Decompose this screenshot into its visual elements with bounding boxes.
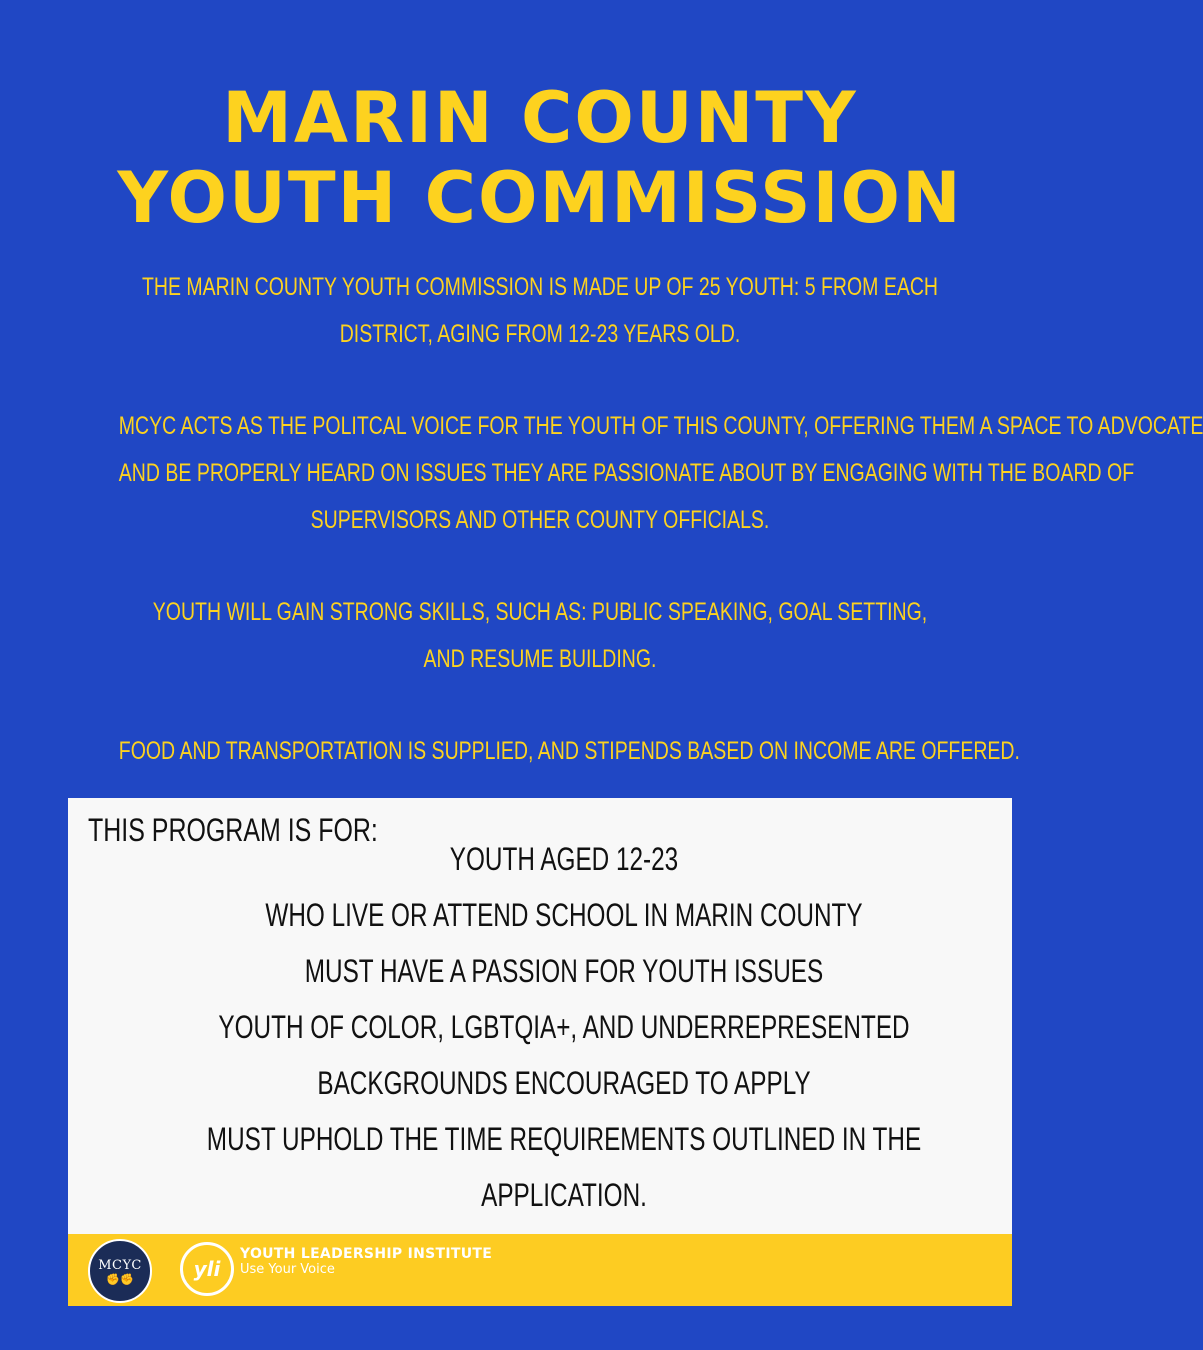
intro-paragraph-3 (119, 589, 961, 683)
intro-paragraph-1 (119, 264, 961, 358)
yli-tagline: Use Your Voice (240, 1262, 335, 1277)
yli-name: YOUTH LEADERSHIP INSTITUTE (240, 1246, 493, 1262)
title-line-2: YOUTH COMMISSION (117, 157, 963, 239)
intro-section (0, 264, 1203, 775)
intro-line: AND RESUME BUILDING. (423, 645, 657, 673)
list-item: BACKGROUNDS ENCOURAGED TO APPLY (317, 1065, 811, 1101)
intro-line: YOUTH WILL GAIN STRONG SKILLS, SUCH AS: PUBLIC SPEAKING, GOAL SETTING, (152, 598, 928, 626)
list-item: YOUTH OF COLOR, LGBTQIA+, AND UNDERREPRESENTED (218, 1009, 910, 1045)
eligibility-card (68, 798, 1012, 1234)
eligibility-label: THIS PROGRAM IS FOR: (88, 812, 378, 848)
intro-line: DISTRICT, AGING FROM 12-23 YEARS OLD. (339, 320, 741, 348)
mcyc-logo (88, 1239, 152, 1303)
mcyc-logo-text: MCYC (98, 1258, 142, 1273)
eligibility-list (68, 831, 1060, 1223)
list-item: YOUTH AGED 12-23 (449, 841, 679, 877)
raised-fist-icon: ✊✊ (106, 1273, 134, 1286)
list-item: MUST HAVE A PASSION FOR YOUTH ISSUES (304, 953, 824, 989)
intro-paragraph-4 (118, 728, 1020, 775)
intro-line: THE MARIN COUNTY YOUTH COMMISSION IS MADE UP OF 25 YOUTH: 5 FROM EACH (142, 273, 938, 301)
intro-line: AND BE PROPERLY HEARD ON ISSUES THEY ARE PASSIONATE ABOUT BY ENGAGING WITH THE BOARD OF (118, 459, 1135, 487)
page-title (0, 78, 1080, 238)
title-line-1: MARIN COUNTY (222, 77, 858, 159)
yli-wordmark (240, 1246, 492, 1277)
intro-line: FOOD AND TRANSPORTATION IS SUPPLIED, AND STIPENDS BASED ON INCOME ARE OFFERED. (118, 737, 1020, 765)
footer-logo-band (68, 1234, 1012, 1306)
list-item: MUST UPHOLD THE TIME REQUIREMENTS OUTLINED IN THE (206, 1121, 922, 1157)
list-item: APPLICATION. (481, 1177, 647, 1213)
intro-line: MCYC ACTS AS THE POLITCAL VOICE FOR THE YOUTH OF THIS COUNTY, OFFERING THEM A SPACE TO ADVOCATE (118, 412, 1203, 440)
intro-line: SUPERVISORS AND OTHER COUNTY OFFICIALS. (310, 506, 770, 534)
list-item: WHO LIVE OR ATTEND SCHOOL IN MARIN COUNTY (265, 897, 863, 933)
yli-logo: yli (180, 1242, 234, 1296)
intro-paragraph-2 (118, 403, 1203, 544)
